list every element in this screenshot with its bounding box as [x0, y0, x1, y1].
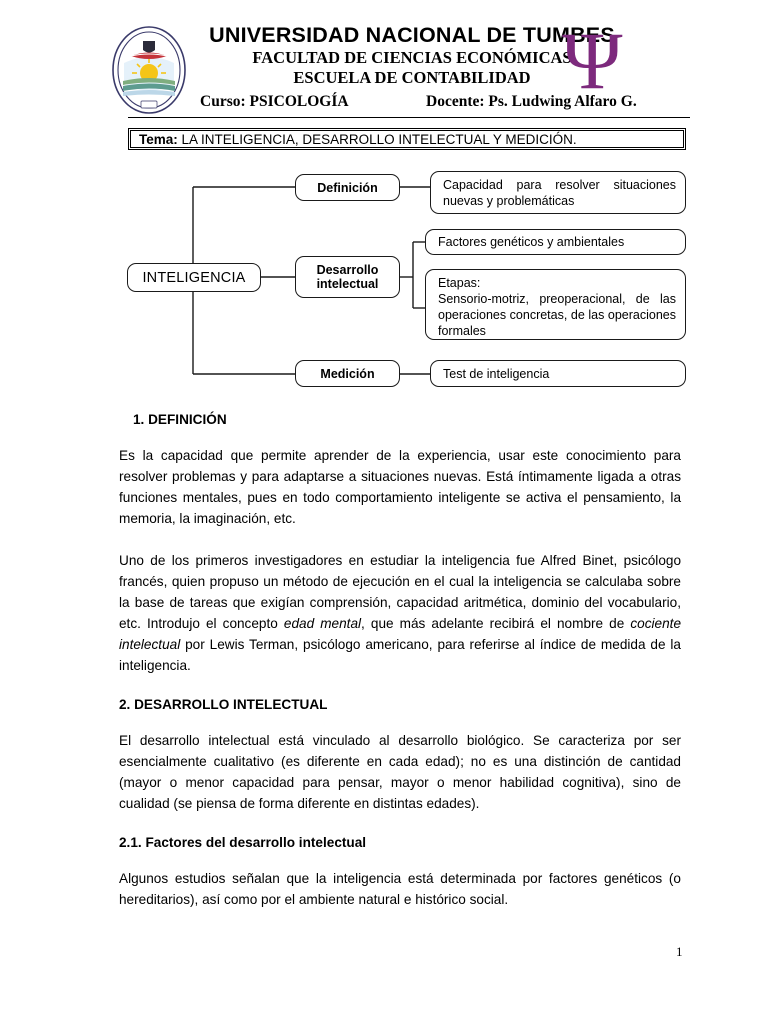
- diagram-leaf-test-text: Test de inteligencia: [443, 366, 550, 381]
- diagram-leaf-factores-text: Factores genéticos y ambientales: [438, 235, 625, 249]
- section-2-heading: 2. DESARROLLO INTELECTUAL: [119, 697, 328, 712]
- section-1-paragraph-1: Es la capacidad que permite aprender de la experiencia, usar este conocimiento para resolver problemas y para adaptarse a situaciones nuevas. Está íntimamente ligada a otras funciones mentales, pues en todo comportamiento inteligente se activa el pensamiento, la memoria, la imaginación, etc.: [119, 448, 681, 526]
- etapas-title: Etapas:: [438, 276, 481, 290]
- s1p2-italic-edad-mental: edad mental: [283, 616, 362, 631]
- psi-icon: Ψ: [562, 15, 623, 106]
- section-2-1-heading: 2.1. Factores del desarrollo intelectual: [119, 835, 367, 850]
- tema-text: [131, 132, 577, 147]
- s1p2-part-c: por Lewis Terman, psicólogo americano, para referirse al índice de medida de la inteligencia.: [119, 637, 681, 673]
- diagram-node-medicion: [295, 360, 400, 387]
- diagram-node-inteligencia: [127, 263, 261, 292]
- s1p2-part-a: Uno de los primeros investigadores en estudiar la inteligencia fue Alfred Binet, psicólogo francés, quien propuso un método de ejecución en el cual la inteligencia se calculaba sobre la base de tareas que exigían comprensión, capacidad aritmética, dominio del vocabulario, etc. Introdujo el concepto: [119, 553, 681, 631]
- diagram-node-desarrollo-intelectual: [295, 256, 400, 298]
- university-name: UNIVERSIDAD NACIONAL DE TUMBES: [209, 23, 615, 47]
- diagram-node-inteligencia-label: INTELIGENCIA: [142, 269, 246, 286]
- tema-title: LA INTELIGENCIA, DESARROLLO INTELECTUAL Y MEDICIÓN.: [181, 131, 577, 147]
- diagram-node-definicion: [295, 174, 400, 201]
- document-body: [119, 412, 681, 910]
- s1p2-part-b: , que más adelante recibirá el nombre de: [361, 616, 631, 631]
- section-1-paragraph-2: [119, 550, 681, 676]
- page-number: 1: [676, 944, 683, 959]
- diagram-node-medicion-label: Medición: [320, 366, 375, 381]
- tema-banner: [128, 128, 686, 150]
- tema-banner-inner: [130, 130, 684, 148]
- document-header: [104, 15, 670, 116]
- s1p2-italic-cociente-intelectual: cociente intelectual: [119, 616, 682, 652]
- section-1-heading: 1. DEFINICIÓN: [133, 412, 227, 427]
- desarrollo-line-2: intelectual: [316, 277, 379, 291]
- diagram-leaf-test: [430, 360, 686, 387]
- section-2-1-paragraph-1: Algunos estudios señalan que la inteligencia está determinada por factores genéticos (o hereditarios), así como por el ambiente natural e histórico social.: [119, 871, 681, 907]
- course-label: Curso: PSICOLOGÍA: [200, 93, 349, 110]
- desarrollo-line-1: Desarrollo: [316, 263, 379, 277]
- faculty-name: FACULTAD DE CIENCIAS ECONÓMICAS: [252, 48, 572, 67]
- concept-map-diagram: [120, 168, 696, 400]
- diagram-node-definicion-label: Definición: [317, 180, 378, 195]
- diagram-leaf-etapas-text: [438, 275, 676, 339]
- diagram-leaf-etapas: [425, 269, 686, 340]
- header-divider: [128, 117, 690, 118]
- teacher-label: Docente: Ps. Ludwing Alfaro G.: [426, 93, 637, 110]
- university-seal-icon: [110, 25, 188, 115]
- section-2-paragraph-1: El desarrollo intelectual está vinculado al desarrollo biológico. Se caracteriza por ser esencialmente cualitativo (es diferente en cada edad); no es una distinción de cantidad (mayor o menor capacidad para pensar, mayor o menor habilidad cognitiva), sino de cualidad (se piensa de forma diferente en distintas edades).: [119, 733, 681, 811]
- school-name: ESCUELA DE CONTABILIDAD: [293, 68, 531, 87]
- diagram-leaf-definicion-text: Capacidad para resolver situaciones nuevas y problemáticas: [443, 177, 676, 208]
- diagram-node-desarrollo-intelectual-label: [317, 263, 379, 291]
- tema-label: Tema:: [139, 131, 178, 147]
- etapas-body: Sensorio-motriz, preoperacional, de las operaciones concretas, de las operaciones formales: [438, 292, 676, 338]
- diagram-leaf-factores: [425, 229, 686, 255]
- diagram-leaf-definicion: [430, 171, 686, 214]
